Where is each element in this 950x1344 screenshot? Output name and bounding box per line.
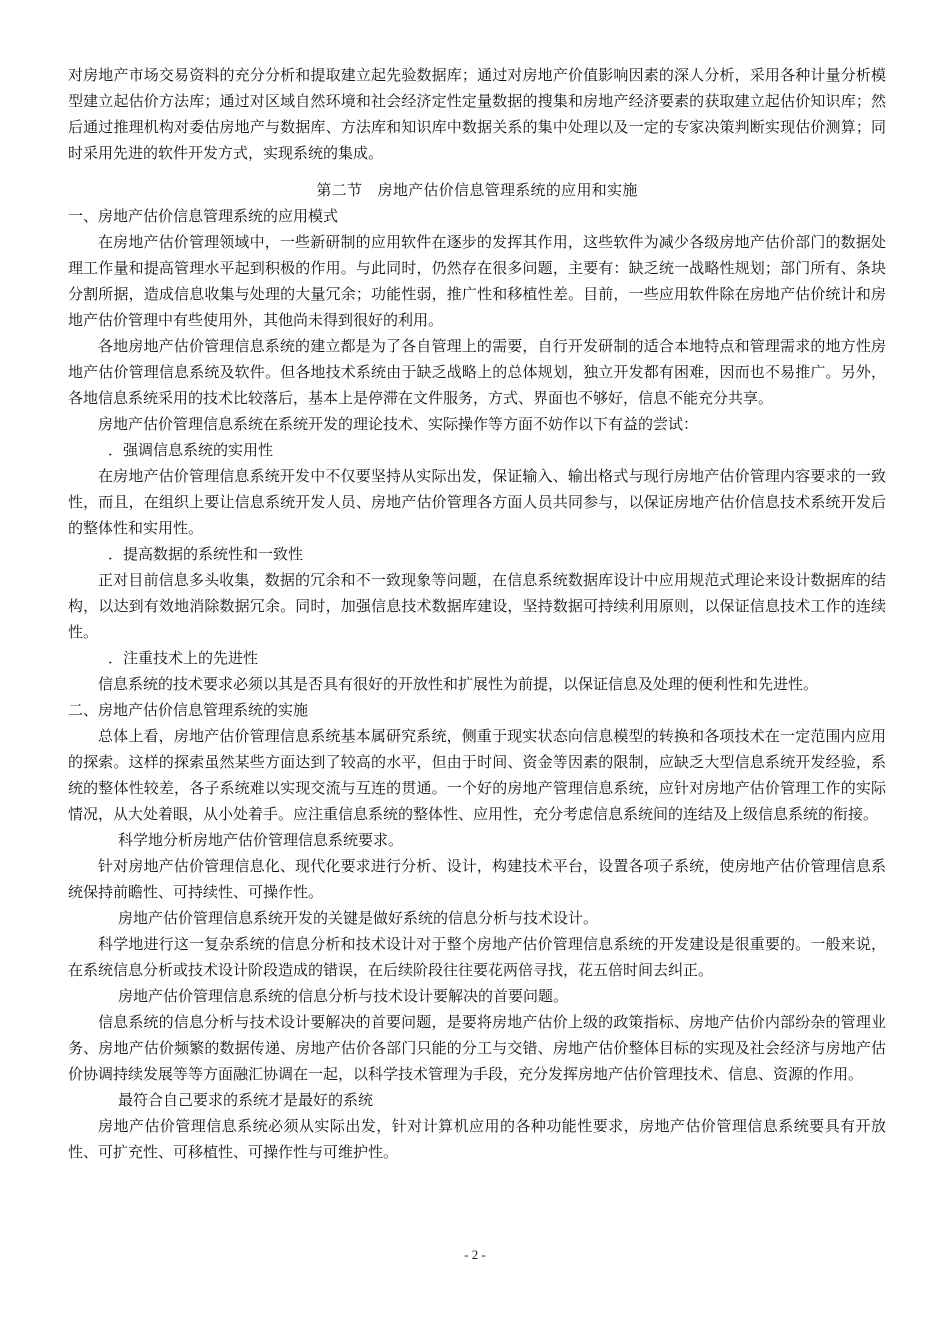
body-paragraph: 房地产估价管理信息系统在系统开发的理论技术、实际操作等方面不妨作以下有益的尝试：	[98, 415, 699, 433]
body-paragraph: 信息系统的信息分析与技术设计要解决的首要问题，是要将房地产估价上级的政策指标、房地产估价内部纷杂的管理业务、房地产估价频繁的数据传递、房地产估价各部门只能的分工与交错、房地产估价整体目标的实现及社会经济与房地产估价协调持续发展等等方面融汇协调在一起，以科学技术管理为手段，充分发挥房地产估价管理技术、信息、资源的作用。	[68, 1013, 886, 1083]
body-paragraph: 各地房地产估价管理信息系统的建立都是为了各自管理上的需要，自行开发研制的适合本地特点和管理需求的地方性房地产估价管理信息系统及软件。但各地技术系统由于缺乏战略上的总体规划，独立开发都有困难，因而也不易推广。另外，各地信息系统采用的技术比较落后，基本上是停滞在文件服务，方式、界面也不够好，信息不能充分共享。	[68, 337, 886, 407]
subsection-heading: 二、房地产估价信息管理系统的实施	[68, 701, 309, 719]
body-paragraph: 对房地产市场交易资料的充分分析和提取建立起先验数据库；通过对房地产价值影响因素的深人分析，采用各种计量分析模型建立起估价方法库；通过对区域自然环境和社会经济定性定量数据的搜集和房地产经济要素的获取建立起估价知识库；然后通过推理机构对委估房地产与数据库、方法库和知识库中数据关系的集中处理以及一定的专家决策判断实现估价测算；同时采用先进的软件开发方式，实现系统的集成。	[68, 66, 886, 162]
list-item-heading: ．强调信息系统的实用性	[108, 441, 274, 459]
page-number: - 2 -	[464, 1247, 486, 1262]
list-item-heading: 房地产估价管理信息系统开发的关键是做好系统的信息分析与技术设计。	[118, 909, 599, 927]
list-item-heading: 房地产估价管理信息系统的信息分析与技术设计要解决的首要问题。	[118, 987, 569, 1005]
body-paragraph: 正对目前信息多头收集，数据的冗余和不一致现象等问题，在信息系统数据库设计中应用规范式理论来设计数据库的结构，以达到有效地消除数据冗余。同时，加强信息技术数据库建设，坚持数据可持续利用原则，以保证信息技术工作的连续性。	[68, 571, 886, 641]
list-item-heading: 最符合自己要求的系统才是最好的系统	[118, 1091, 374, 1109]
body-paragraph: 在房地产估价管理信息系统开发中不仅要坚持从实际出发，保证输入、输出格式与现行房地产估价管理内容要求的一致性，而且，在组织上要让信息系统开发人员、房地产估价管理各方面人员共同参与，以保证房地产估价信息技术系统开发后的整体性和实用性。	[68, 467, 886, 537]
list-item-heading: ．提高数据的系统性和一致性	[108, 545, 304, 563]
document-page	[68, 62, 886, 1165]
body-paragraph: 针对房地产估价管理信息化、现代化要求进行分析、设计，构建技术平台，设置各项子系统，使房地产估价管理信息系统保持前瞻性、可持续性、可操作性。	[68, 857, 886, 901]
subsection-heading: 一、房地产估价信息管理系统的应用模式	[68, 207, 339, 225]
body-paragraph: 总体上看，房地产估价管理信息系统基本属研究系统，侧重于现实状态向信息模型的转换和各项技术在一定范围内应用的探索。这样的探索虽然某些方面达到了较高的水平，但由于时间、资金等因素的限制，应缺乏大型信息系统开发经验，系统的整体性较差，各子系统难以实现交流与互连的贯通。一个好的房地产管理信息系统，应针对房地产估价管理工作的实际情况，从大处着眼，从小处着手。应注重信息系统的整体性、应用性，充分考虑信息系统间的连结及上级信息系统的衔接。	[68, 727, 886, 823]
body-paragraph: 房地产估价管理信息系统必须从实际出发，针对计算机应用的各种功能性要求，房地产估价管理信息系统要具有开放性、可扩充性、可移植性、可操作性与可维护性。	[68, 1117, 886, 1161]
section-title: 第二节 房地产估价信息管理系统的应用和实施	[316, 181, 638, 199]
body-paragraph: 在房地产估价管理领域中，一些新研制的应用软件在逐步的发挥其作用，这些软件为减少各级房地产估价部门的数据处理工作量和提高管理水平起到积极的作用。与此同时，仍然存在很多问题，主要有：缺乏统一战略性规划；部门所有、条块分割所据，造成信息收集与处理的大量冗余；功能性弱，推广性和移植性差。目前，一些应用软件除在房地产估价统计和房地产估价管理中有些使用外，其他尚未得到很好的利用。	[68, 233, 886, 329]
body-paragraph: 信息系统的技术要求必须以其是否具有很好的开放性和扩展性为前提，以保证信息及处理的便利性和先进性。	[98, 675, 819, 693]
body-paragraph: 科学地进行这一复杂系统的信息分析和技术设计对于整个房地产估价管理信息系统的开发建设是很重要的。一般来说，在系统信息分析或技术设计阶段造成的错误，在后续阶段往往要花两倍寻找，花五倍时间去纠正。	[68, 935, 886, 979]
list-item-heading: 科学地分析房地产估价管理信息系统要求。	[118, 831, 404, 849]
list-item-heading: ．注重技术上的先进性	[108, 649, 259, 667]
